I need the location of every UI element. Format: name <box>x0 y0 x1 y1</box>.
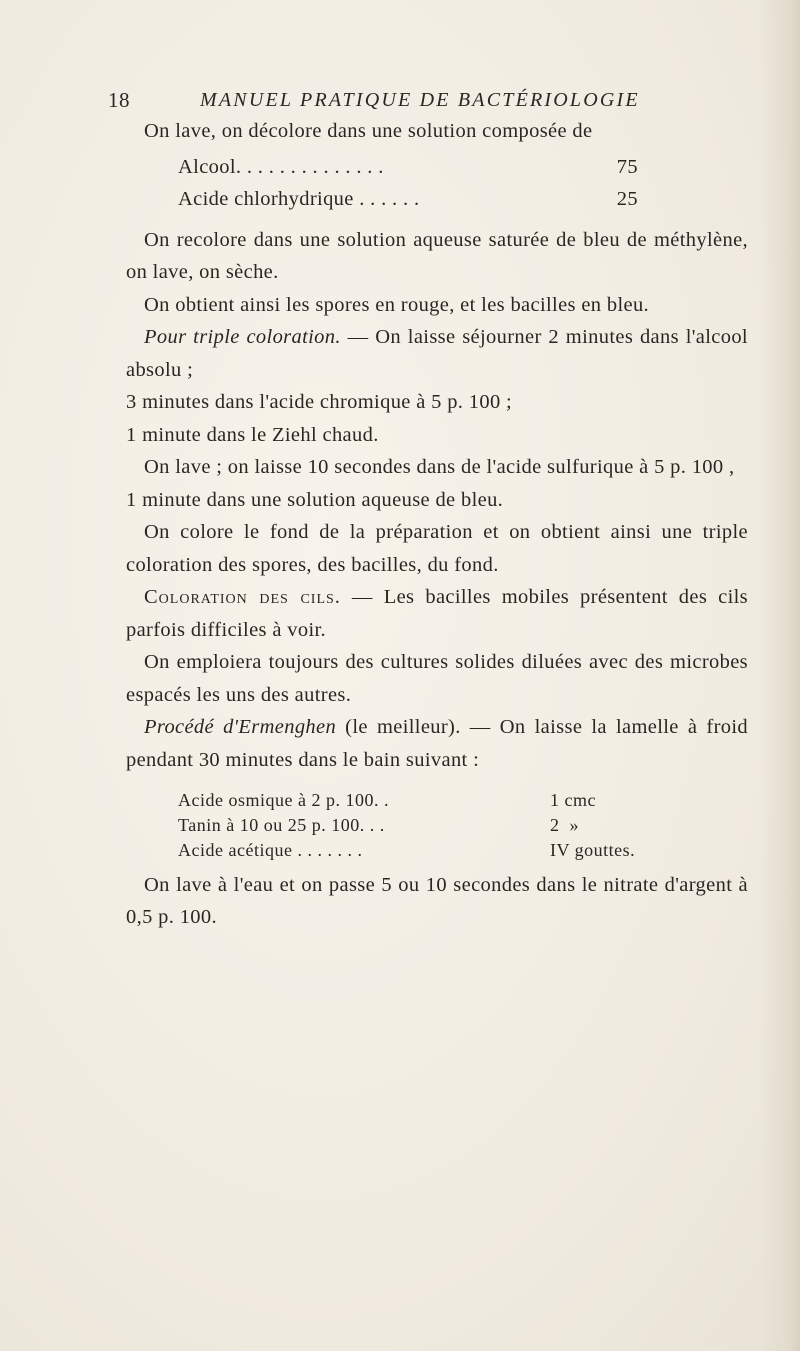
bath-quantity: 2 » <box>550 815 579 835</box>
recipe-quantity: 75 <box>616 155 638 178</box>
bath-row <box>178 788 738 813</box>
paragraph-bleu: 1 minute dans une solution aqueuse de bleu. <box>126 488 504 511</box>
paragraph-cultures: On emploiera toujours des cultures solides diluées avec des microbes espacés les uns des autres. <box>126 651 748 706</box>
page-header <box>108 88 748 118</box>
cils-text: — Les bacilles mobiles présentent des cils parfois difficiles à voir. <box>126 586 748 641</box>
bath-quantity: IV gouttes. <box>550 840 636 860</box>
body-text <box>126 115 748 933</box>
page-number: 18 <box>108 88 130 112</box>
paragraph-cils <box>126 581 748 646</box>
paragraph-decoloration: On lave, on décolore dans une solution composée de <box>144 120 593 142</box>
recipe-row-alcool <box>178 151 638 184</box>
decoloration-recipe <box>178 151 638 216</box>
section-title-triple: Pour triple coloration. <box>144 326 341 348</box>
section-title-cils: Coloration des cils. <box>144 586 341 608</box>
bath-ingredient: Acide osmique à 2 p. 100. . <box>178 790 389 810</box>
running-title: MANUEL PRATIQUE DE BACTÉRIOLOGIE <box>200 89 640 111</box>
paragraph-triple-coloration <box>126 321 748 386</box>
recipe-quantity: 25 <box>616 188 638 210</box>
bath-row <box>178 838 738 863</box>
ermenghen-text: (le meilleur). — On laisse la lamelle à froid pendant 30 minutes dans le bain suivant : <box>126 716 748 771</box>
paragraph-sulfurique: On lave ; on laisse 10 secondes dans de l'acide sulfurique à 5 p. 100 , <box>144 456 735 478</box>
bath-ingredient: Tanin à 10 ou 25 p. 100. . . <box>178 815 385 835</box>
triple-coloration-steps: 3 minutes dans l'acide chromique à 5 p. 100 ; 1 minute dans le Ziehl chaud. <box>126 391 513 446</box>
paragraph-fond: On colore le fond de la préparation et on obtient ainsi une triple coloration des spores, des bacilles, du fond. <box>126 521 748 576</box>
triple-coloration-text: — On laisse séjourner 2 minutes dans l'alcool absolu ; <box>126 326 748 381</box>
bath-ingredient: Acide acétique . . . . . . . <box>178 840 363 860</box>
recipe-ingredient: Acide chlorhydrique . . . . . . <box>178 188 420 210</box>
page-edge-shadow <box>760 0 800 1351</box>
bath-recipe <box>178 788 738 863</box>
paragraph-nitrate: On lave à l'eau et on passe 5 ou 10 secondes dans le nitrate d'argent à 0,5 p. 100. <box>126 874 748 928</box>
recipe-row-acide <box>178 183 638 216</box>
paragraph-ermenghen <box>126 711 748 776</box>
recipe-ingredient: Alcool. . . . . . . . . . . . . . <box>178 155 384 178</box>
paragraph-result: On obtient ainsi les spores en rouge, et les bacilles en bleu. <box>144 293 650 316</box>
section-title-ermenghen: Procédé d'Ermenghen <box>144 716 337 738</box>
bath-row <box>178 813 738 838</box>
bath-quantity: 1 cmc <box>550 790 596 810</box>
paragraph-recoloration: On recolore dans une solution aqueuse saturée de bleu de méthylène, on lave, on sèche. <box>126 228 748 283</box>
